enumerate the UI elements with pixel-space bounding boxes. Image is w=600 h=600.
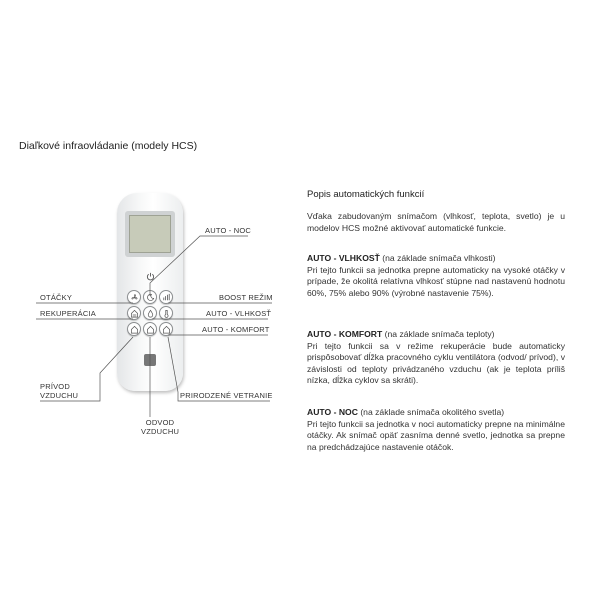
function-humidity-note: (na základe snímača vlhkosti) bbox=[379, 253, 496, 263]
section-title: Popis automatických funkcií bbox=[307, 189, 425, 200]
label-boost: BOOST REŽIM bbox=[219, 293, 273, 302]
function-comfort-heading: AUTO - KOMFORT bbox=[307, 329, 383, 339]
label-odvod-line1: ODVOD bbox=[145, 418, 175, 427]
function-night bbox=[307, 407, 565, 453]
function-comfort-note: (na základe snímača teploty) bbox=[382, 329, 495, 339]
label-privod-line1: PRÍVOD bbox=[40, 382, 70, 391]
label-prirodzene: PRIRODZENÉ VETRANIE bbox=[180, 391, 273, 400]
label-odvod-line2: VZDUCHU bbox=[141, 427, 180, 436]
function-humidity bbox=[307, 253, 565, 299]
label-otacky: OTÁČKY bbox=[40, 293, 73, 302]
page-title: Diaľkové infraovládanie (modely HCS) bbox=[19, 140, 198, 152]
function-night-heading: AUTO - NOC bbox=[307, 407, 358, 417]
label-rekuperacia: REKUPERÁCIA bbox=[40, 309, 96, 318]
label-auto-komfort: AUTO - KOMFORT bbox=[202, 325, 270, 334]
label-auto-noc: AUTO - NOC bbox=[205, 226, 252, 235]
function-comfort-body: Pri tejto funkcii sa v režime rekuperácie bude automaticky prispôsobovať dĺžka pracovného cyklu ventilátora (odvod/ prívod), v závislosti od teploty privádzaného vzduchu (ak je teplota príliš nízka, dĺžka cyklov sa skráti). bbox=[307, 340, 565, 386]
intro-paragraph: Vďaka zabudovaným snímačom (vlhkosť, teplota, svetlo) je u modelov HCS možné aktivovať automatické funkcie. bbox=[307, 211, 565, 233]
label-privod-line2: VZDUCHU bbox=[40, 391, 79, 400]
line-auto-noc bbox=[150, 236, 248, 296]
label-privod bbox=[40, 382, 78, 400]
function-humidity-body: Pri tejto funkcii sa jednotka prepne automaticky na vysoké otáčky v prípade, že okolitá relatívna vlhkosť stúpne nad nastavenú hodnotu 60%, 75% alebo 90% (výrobné nastavenie 75%). bbox=[307, 264, 565, 298]
function-comfort bbox=[307, 329, 565, 387]
label-odvod bbox=[141, 418, 179, 436]
function-humidity-heading: AUTO - VLHKOSŤ bbox=[307, 253, 380, 263]
label-auto-vlhkost: AUTO - VLHKOSŤ bbox=[206, 309, 272, 318]
function-night-note: (na základe snímača okolitého svetla) bbox=[357, 407, 505, 417]
function-night-body: Pri tejto funkcii sa jednotka v noci automaticky prepne na minimálne otáčky. Ak snímač opäť zasníma denné svetlo, jednotka sa prepne na predchádzajúce nastavenie otáčok. bbox=[307, 418, 565, 452]
